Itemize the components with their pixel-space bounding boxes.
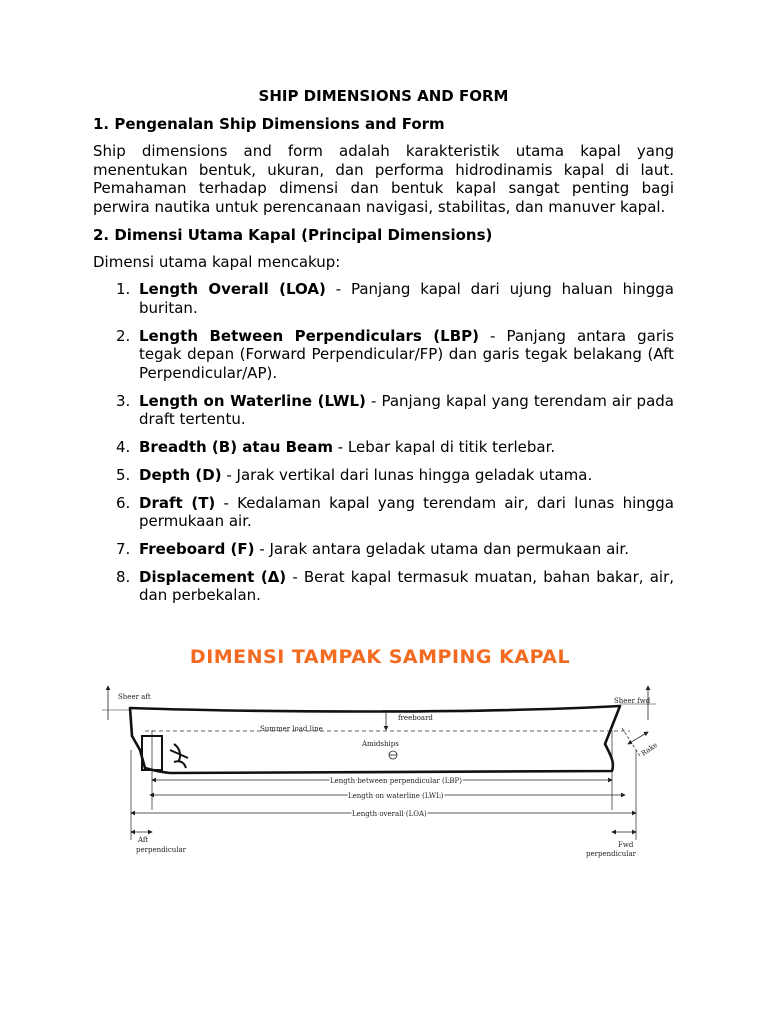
document-title: SHIP DIMENSIONS AND FORM (258, 87, 509, 105)
list-description: - Panjang kapal dari ujung haluan hingga buritan. (139, 280, 674, 317)
rake-label: Rake (639, 740, 660, 758)
document-body (93, 86, 674, 614)
list-item (93, 327, 674, 383)
list-item (93, 438, 674, 457)
list-description: - Jarak vertikal dari lunas hingga geladak utama. (221, 465, 593, 484)
list-term: Length on Waterline (LWL) (139, 391, 366, 410)
propeller (170, 744, 188, 768)
list-number: 1. (116, 280, 131, 299)
list-item (93, 392, 674, 429)
section-1-heading: 1. Pengenalan Ship Dimensions and Form (93, 115, 445, 133)
figure-title: DIMENSI TAMPAK SAMPING KAPAL (189, 646, 571, 668)
list-description: - Panjang antara garis tegak depan (Forward Perpendicular/FP) dan garis tegak belakang (Aft Perpendicular/AP). (139, 326, 675, 382)
list-description: - Kedalaman kapal yang terendam air, dari lunas hingga permukaan air. (139, 493, 674, 531)
ship-side-diagram (100, 640, 660, 870)
ship-dimension-figure (100, 640, 660, 870)
section-1-paragraph: Ship dimensions and form adalah karakteristik utama kapal yang menentukan bentuk, ukuran, dan performa hidrodinamis kapal di laut. Pemahaman terhadap dimensi dan bentuk kapal sangat penting bagi perwira nautika untuk perencanaan navigasi, stabilitas, dan manuver kapal. (93, 142, 674, 216)
sheer-aft-label: Sheer aft (118, 693, 151, 701)
list-number: 6. (116, 493, 131, 512)
list-item (93, 466, 674, 485)
list-term: Draft (T) (139, 493, 216, 512)
list-item (93, 540, 674, 559)
aft-perpendicular-label-2: perpendicular (136, 846, 187, 854)
list-item (93, 494, 674, 531)
amidships-label: Amidships (362, 740, 399, 748)
list-number: 4. (116, 438, 131, 457)
lwl-label: Length on waterline (LWL) (348, 792, 444, 800)
list-description: - Panjang kapal yang terendam air pada draft tertentu. (139, 391, 674, 429)
loa-label: Length overall (LOA) (352, 810, 427, 818)
list-term: Length Overall (LOA) (139, 280, 326, 299)
freeboard-label: freeboard (398, 714, 433, 722)
list-term: Depth (D) (139, 465, 222, 484)
list-description: - Berat kapal termasuk muatan, bahan bakar, air, dan perbekalan. (139, 567, 674, 605)
dimension-list (93, 280, 674, 605)
list-term: Freeboard (F) (139, 540, 255, 559)
list-number: 5. (116, 465, 131, 484)
lbp-label: Length between perpendicular (LBP) (330, 777, 462, 785)
list-item (93, 280, 674, 317)
sheer-fwd-label: Sheer fwd (614, 697, 651, 705)
section-2-heading: 2. Dimensi Utama Kapal (Principal Dimensions) (93, 226, 493, 245)
list-number: 8. (116, 567, 131, 586)
list-term: Length Between Perpendiculars (LBP) (139, 326, 480, 345)
list-description: - Jarak antara geladak utama dan permukaan air. (254, 540, 629, 559)
list-number: 7. (116, 540, 131, 559)
list-term: Displacement (Δ) (139, 567, 287, 586)
fwd-perpendicular-label: Fwd (618, 841, 634, 849)
list-description: - Lebar kapal di titik terlebar. (332, 438, 556, 457)
fwd-perpendicular-label-2: perpendicular (586, 850, 637, 858)
summer-load-line-label: Summer load line (260, 725, 323, 733)
list-number: 2. (116, 326, 131, 345)
list-number: 3. (116, 391, 131, 410)
list-item (93, 568, 674, 605)
section-2-intro: Dimensi utama kapal mencakup: (93, 253, 341, 272)
list-term: Breadth (B) atau Beam (139, 438, 333, 457)
aft-perpendicular-label: Aft (138, 836, 149, 844)
